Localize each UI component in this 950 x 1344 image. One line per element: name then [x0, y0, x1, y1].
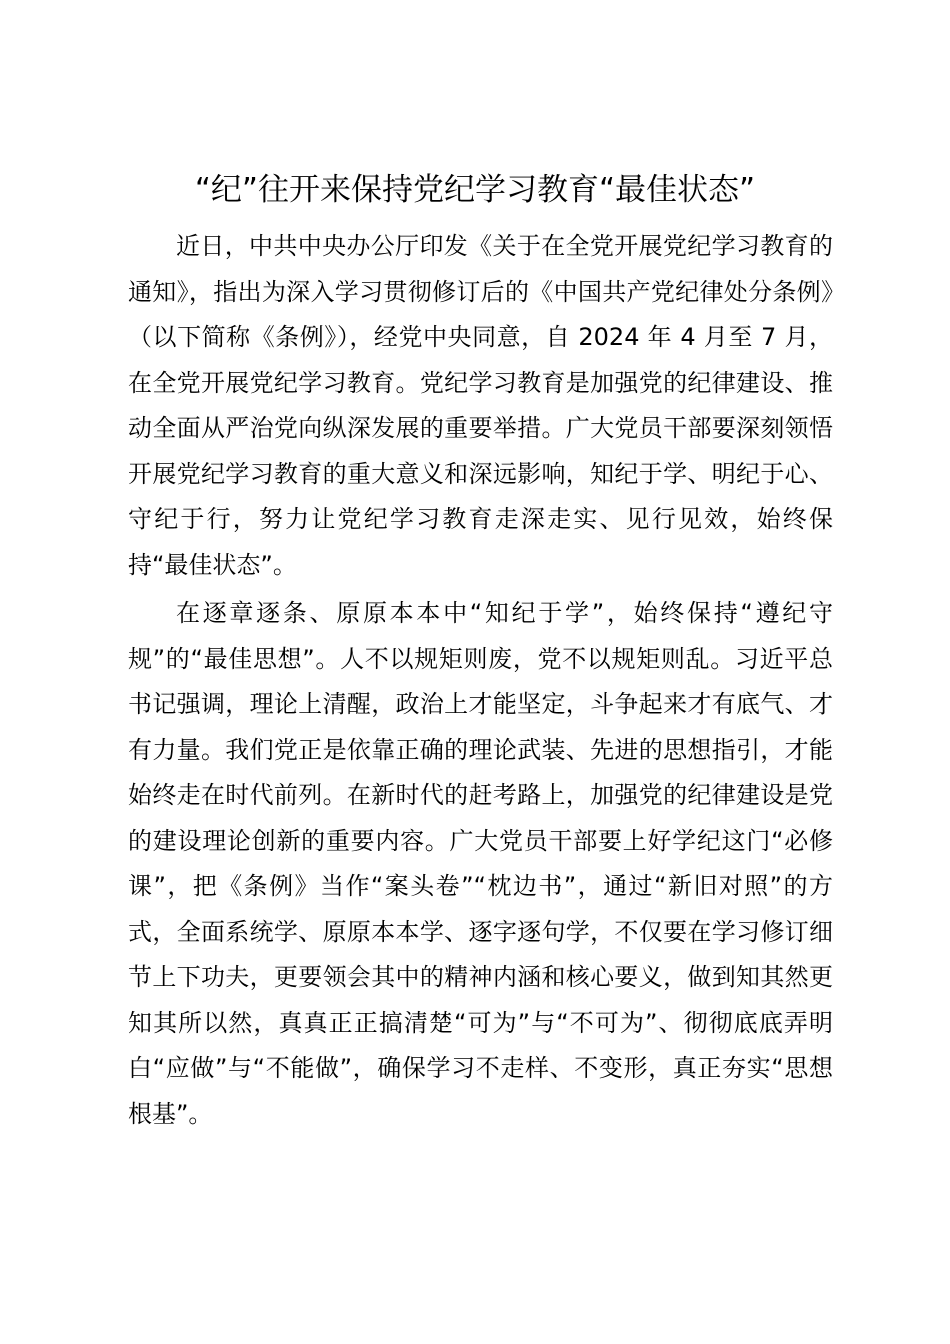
paragraph-intro: 近日，中共中央办公厅印发《关于在全党开展党纪学习教育的通知》，指出为深入学习贯彻修订后的《中国共产党纪律处分条例》（以下简称《条例》），经党中央同意，自 2024 年 4 月至 7 月，在全党开展党纪学习教育。党纪学习教育是加强党的纪律建设、推动全面从严治党向纵深发展的重要举措。广大党员干部要深刻领悟开展党纪学习教育的重大意义和深远影响，知纪于学、明纪于心、守纪于行，努力让党纪学习教育走深走实、见行见效，始终保持“最佳状态”。 — [128, 232, 833, 579]
document-title: “纪”往开来保持党纪学习教育“最佳状态” — [194, 172, 756, 208]
document-body — [128, 224, 833, 1137]
paragraph-study: 在逐章逐条、原原本本中“知纪于学”，始终保持“遵纪守规”的“最佳思想”。人不以规矩则废，党不以规矩则乱。习近平总书记强调，理论上清醒，政治上才能坚定，斗争起来才有底气、才有力量。我们党正是依靠正确的理论武装、先进的思想指引，才能始终走在时代前列。在新时代的赶考路上，加强党的纪律建设是党的建设理论创新的重要内容。广大党员干部要上好学纪这门“必修课”，把《条例》当作“案头卷”“枕边书”，通过“新旧对照”的方式，全面系统学、原原本本学、逐字逐句学，不仅要在学习修订细节上下功夫，更要领会其中的精神内涵和核心要义，做到知其然更知其所以然，真真正正搞清楚“可为”与“不可为”、彻彻底底弄明白“应做”与“不能做”，确保学习不走样、不变形，真正夯实“思想根基”。 — [128, 599, 833, 1128]
